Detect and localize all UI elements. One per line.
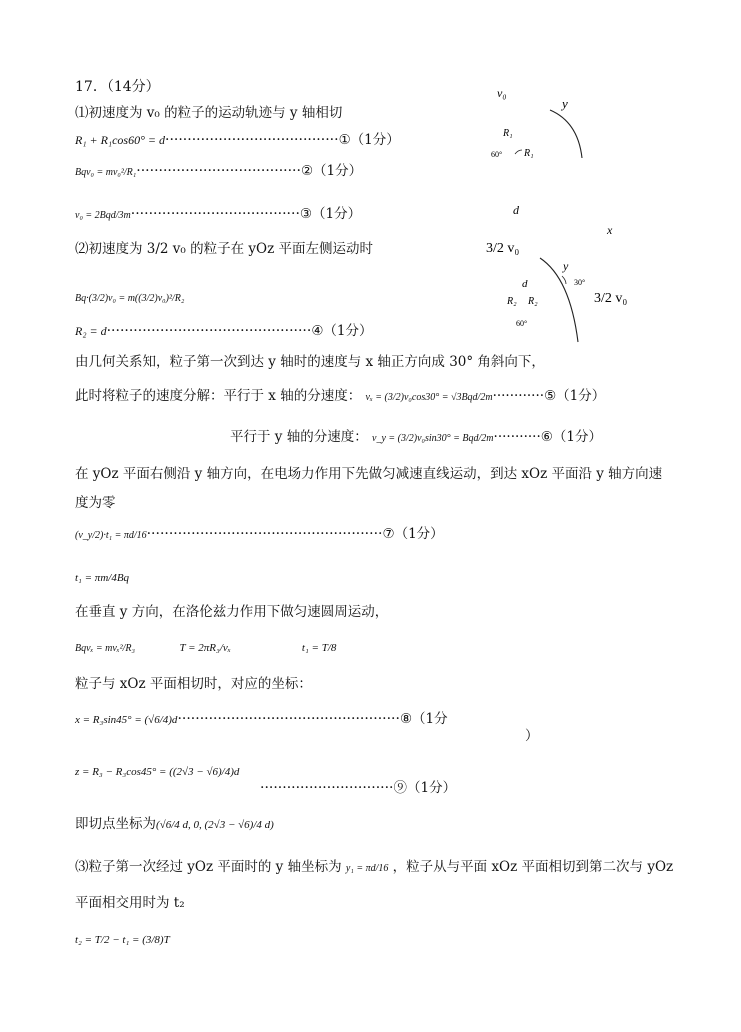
eq8: (v_y/2)·t₁ = πd/16 bbox=[75, 530, 147, 541]
eq3-line bbox=[75, 205, 361, 225]
eq9-line bbox=[75, 568, 129, 587]
text-zero: 度为零 bbox=[75, 495, 116, 511]
eq5: R₂ = d bbox=[75, 324, 107, 338]
dots: ·············································· bbox=[106, 323, 312, 339]
diag-label: d bbox=[522, 278, 528, 290]
diag-label: R₁ bbox=[524, 148, 534, 159]
eq3: v₀ = 2Bqd/3m bbox=[75, 210, 131, 221]
score: ⑥（1分） bbox=[540, 429, 602, 445]
score: ④（1分） bbox=[311, 323, 373, 339]
eq10-line bbox=[75, 638, 336, 658]
diag-label: 60° bbox=[516, 319, 528, 328]
diag-label: y bbox=[562, 96, 568, 111]
text-tangent: 粒子与 xOz 平面相切时，对应的坐标： bbox=[75, 676, 312, 692]
dots: ······································· bbox=[165, 132, 339, 148]
diag-label: x bbox=[607, 223, 613, 237]
part3-y1: y₁ = πd/16 bbox=[345, 863, 389, 874]
part1-intro: ⑴初速度为 v₀ 的粒子的运动轨迹与 y 轴相切 bbox=[75, 105, 343, 121]
score: ⑧（1分 bbox=[399, 711, 448, 727]
text-electric: 在 yOz 平面右侧沿 y 轴方向，在电场力作用下先做匀减速直线运动，到达 xOz 平面沿 y 轴方向速 bbox=[75, 466, 663, 482]
score: ⑤（1分） bbox=[544, 388, 606, 404]
dots: ······································ bbox=[130, 206, 300, 222]
diag-label: 60° bbox=[491, 150, 503, 159]
score: ①（1分） bbox=[338, 132, 400, 148]
tangent-point bbox=[75, 815, 274, 834]
eq12-line bbox=[75, 762, 239, 781]
text-geometry: 由几何关系知，粒子第一次到达 y 轴时的速度与 x 轴正方向成 30° 角斜向下， bbox=[75, 354, 545, 370]
diag-label: y bbox=[563, 259, 569, 273]
angle-mark bbox=[515, 150, 522, 154]
part3-line1 bbox=[75, 858, 673, 878]
eq4: Bq·(3/2)v₀ = m((3/2)v₀)²/R₂ bbox=[75, 293, 185, 304]
eq14: t₂ = T/2 − t₁ = (3/8)T bbox=[75, 934, 170, 946]
eq10c: t₁ = T/8 bbox=[301, 642, 337, 654]
eq7: v_y = (3/2)v₀sin30° = Bqd/2m bbox=[372, 433, 494, 444]
part3-line2: 平面相交用时为 t₂ bbox=[75, 895, 185, 911]
eq8-line bbox=[75, 525, 444, 545]
eq2-line bbox=[75, 162, 362, 182]
dots: ····································· bbox=[136, 163, 301, 179]
text-vx-label: 此时将粒子的速度分解：平行于 x 轴的分速度： bbox=[75, 388, 362, 404]
part3-text1a: ⑶粒子第一次经过 yOz 平面时的 y 轴坐标为 bbox=[75, 859, 342, 875]
score: ③（1分） bbox=[299, 206, 362, 222]
dots: ····················································· bbox=[146, 526, 383, 542]
eq13: (√6/4 d, 0, (2√3 − √6)/4 d) bbox=[156, 819, 274, 831]
score: ⑨（1分） bbox=[393, 780, 457, 796]
diag-label: 3/2 v₀ bbox=[594, 291, 628, 306]
eq11: x = R₃sin45° = (√6/4)d bbox=[75, 714, 178, 726]
diag-label: R₂ bbox=[507, 296, 517, 307]
eq10a: Bqvₓ = mvₓ²/R₃ bbox=[75, 643, 135, 654]
lower-arc bbox=[540, 258, 578, 342]
text-vy bbox=[230, 428, 602, 448]
eq6: vₓ = (3/2)v₀cos30° = √3Bqd/2m bbox=[365, 392, 493, 403]
eq12: z = R₃ − R₃cos45° = ((2√3 − √6)/4)d bbox=[75, 766, 240, 778]
eq5-line bbox=[75, 322, 373, 340]
problem-header: 17．（14分） bbox=[75, 79, 160, 95]
eq4-line bbox=[75, 288, 184, 308]
diag-label: 30° bbox=[574, 278, 586, 287]
score: ⑦（1分） bbox=[382, 526, 444, 542]
diag-label: v₀ bbox=[497, 86, 507, 100]
eq10b: T = 2πR₃/vₓ bbox=[179, 642, 231, 654]
eq9: t₁ = πm/4Bq bbox=[75, 572, 130, 584]
eq1: R₁ + R₁cos60° = d bbox=[75, 133, 165, 147]
diag-label: R₁ bbox=[503, 128, 513, 139]
angle-mark bbox=[562, 276, 566, 284]
eq12-score-line bbox=[260, 779, 456, 797]
diag-label: R₂ bbox=[528, 296, 538, 307]
score: ②（1分） bbox=[300, 163, 363, 179]
part3-text1c: ，粒子从与平面 xOz 平面相切到第二次与 yOz bbox=[392, 859, 674, 875]
eq14-line bbox=[75, 930, 170, 949]
text-vy-label: 平行于 y 轴的分速度： bbox=[230, 429, 368, 445]
part2-intro: ⑵初速度为 3/2 v₀ 的粒子在 yOz 平面左侧运动时 bbox=[75, 241, 374, 257]
dots: ··········· bbox=[493, 429, 541, 445]
eq11-line bbox=[75, 710, 448, 729]
text-lorentz: 在垂直 y 方向，在洛伦兹力作用下做匀速圆周运动， bbox=[75, 604, 389, 620]
diag-label: 3/2 v₀ bbox=[486, 241, 520, 256]
text-decompose bbox=[75, 387, 605, 407]
trajectory-diagram bbox=[470, 80, 730, 350]
dots: ············ bbox=[492, 388, 545, 404]
diag-label: d bbox=[513, 203, 519, 217]
score-close-paren: ） bbox=[525, 728, 539, 744]
dots: ·················································· bbox=[177, 711, 400, 727]
eq1-line bbox=[75, 131, 400, 149]
upper-arc bbox=[550, 110, 582, 158]
dots: ······························ bbox=[260, 780, 394, 796]
text-tangent-point: 即切点坐标为 bbox=[75, 816, 156, 832]
eq2: Bqv₀ = mv₀²/R₁ bbox=[75, 167, 137, 178]
